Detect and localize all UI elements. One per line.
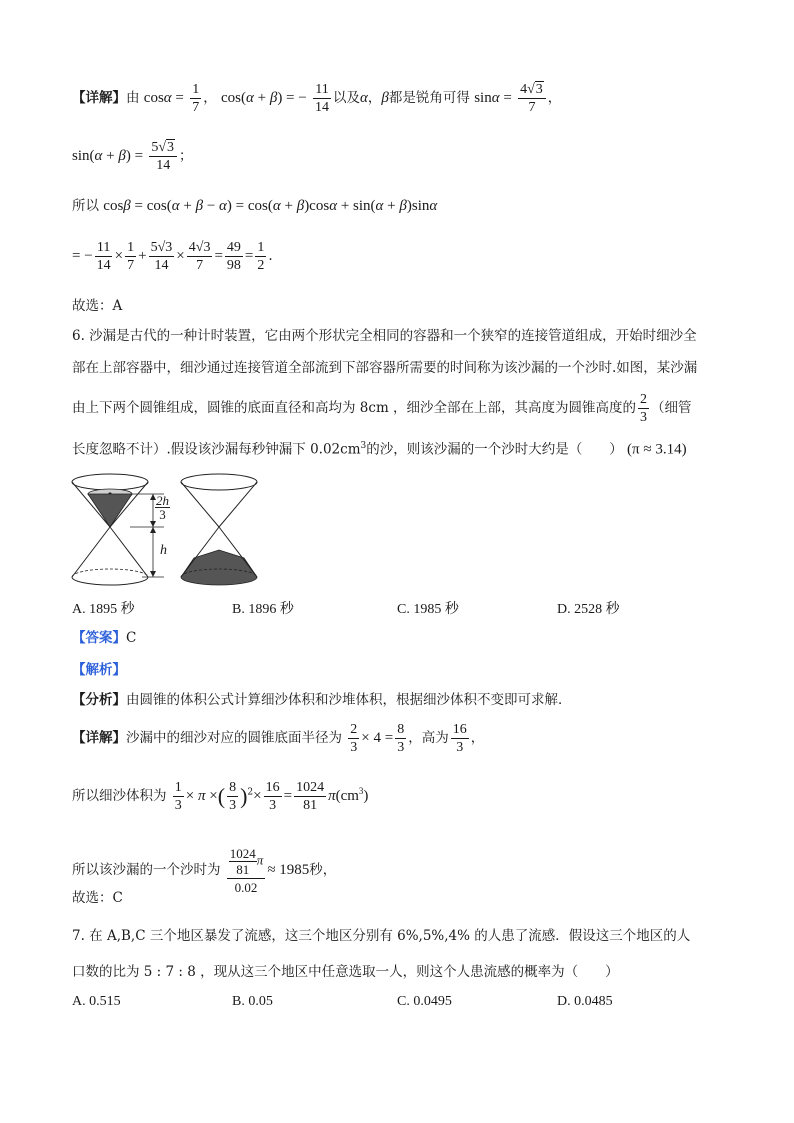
q6-line-4: 长度忽略不计）.假设该沙漏每秒钟漏下 $0.02cm^3$的沙，则该沙漏的一个沙时大约是（ ） (π ≈ 3.14) (72, 441, 687, 458)
q6-detail-line-1: 【详解】沙漏中的细沙对应的圆锥底面半径为 $\frac{2}{3}$ × 4 = $\frac{8}{3}$ ，高为 $\frac{16}{3}$ ， (72, 722, 485, 755)
q6-option-a[interactable]: A. 1895 秒 (72, 602, 135, 617)
q6-detail-line-3: 所以该沙漏的一个沙时为 $\frac{1024}{81}$ π 0.02 ≈ 1985秒， (72, 846, 337, 895)
q7-line-2: 口数的比为 5 : 7 : 8 ，现从这三个地区中任意选取一人，则这个人患流感的概率为（ ） (72, 964, 619, 980)
q7-line-1: 7. 在 A,B,C 三个地区暴发了流感，这三个地区分别有 6%,5%,4% 的人患了流感．假设这三个地区的人 (72, 928, 691, 944)
q5-choice: 故选：A (72, 298, 123, 314)
q6-line-3: 由上下两个圆锥组成，圆锥的底面直径和高均为 8cm ，细沙全部在上部，其高度为圆锥高度的 $\frac{2}{3}$ （细管 (72, 392, 692, 425)
q7-option-c[interactable]: C. 0.0495 (397, 994, 452, 1009)
pi-note: (π ≈ 3.14) (627, 441, 687, 458)
q7-option-d[interactable]: D. 0.0485 (557, 994, 613, 1009)
q7-option-a[interactable]: A. 0.515 (72, 994, 121, 1009)
label-h: h (160, 543, 167, 558)
label-two-h-thirds: 2h 3 (156, 493, 169, 522)
q6-line-2: 部在上部容器中，细沙通过连接管道全部流到下部容器所需要的时间称为该沙漏的一个沙时.如图，某沙漏 (72, 360, 698, 376)
hourglass-figure (68, 470, 278, 590)
q6-fenxi: 【分析】由圆锥的体积公式计算细沙体积和沙堆体积，根据细沙体积不变即可求解． (72, 692, 572, 708)
q7-option-b[interactable]: B. 0.05 (232, 994, 273, 1009)
q6-detail-line-2: 所以细沙体积为 $\frac{1}{3}$ × π ×( $\frac{8}{3}$ )$^2$× $\frac{16}{3}$ = $\frac{1024}{81}$ $\pi(cm^3)$ (72, 780, 369, 813)
q5-detail-line-2: sin(α + β) = $\frac{5√3}{14}$ ； (72, 140, 193, 173)
q6-option-c[interactable]: C. 1985 秒 (397, 602, 459, 617)
hourglass-left (72, 474, 148, 585)
q6-choice: 故选：C (72, 890, 123, 906)
q5-detail-line-1: 【详解】由 cosα = $\frac{1}{7}$ ， cos(α + β) = − $\frac{11}{14}$ 以及α，β都是锐角可得 sinα = $\frac{4√3}{7}$ ， (72, 82, 562, 115)
q5-detail-line-3: 所以 cosβ = cos(α + β − α) = cos(α + β)cosα + sin(α + β)sinα (72, 198, 438, 214)
q5-detail-line-4: = − $\frac{11}{14}$ × $\frac{1}{7}$ + $\frac{5√3}{14}$ × $\frac{4√3}{7}$ = $\frac{49}{98}$ = $\frac{1}{2}$ . (72, 240, 273, 273)
detail-label: 【详解】 (72, 90, 126, 106)
q6-line-1: 6. 沙漏是古代的一种计时装置，它由两个形状完全相同的容器和一个狭窄的连接管道组成，开始时细沙全 (72, 328, 697, 344)
q6-option-d[interactable]: D. 2528 秒 (557, 602, 620, 617)
q6-analysis-label: 【解析】 (72, 662, 126, 678)
hourglass-right (181, 474, 257, 585)
q6-option-b[interactable]: B. 1896 秒 (232, 602, 294, 617)
q6-answer: 【答案】C (72, 630, 137, 646)
